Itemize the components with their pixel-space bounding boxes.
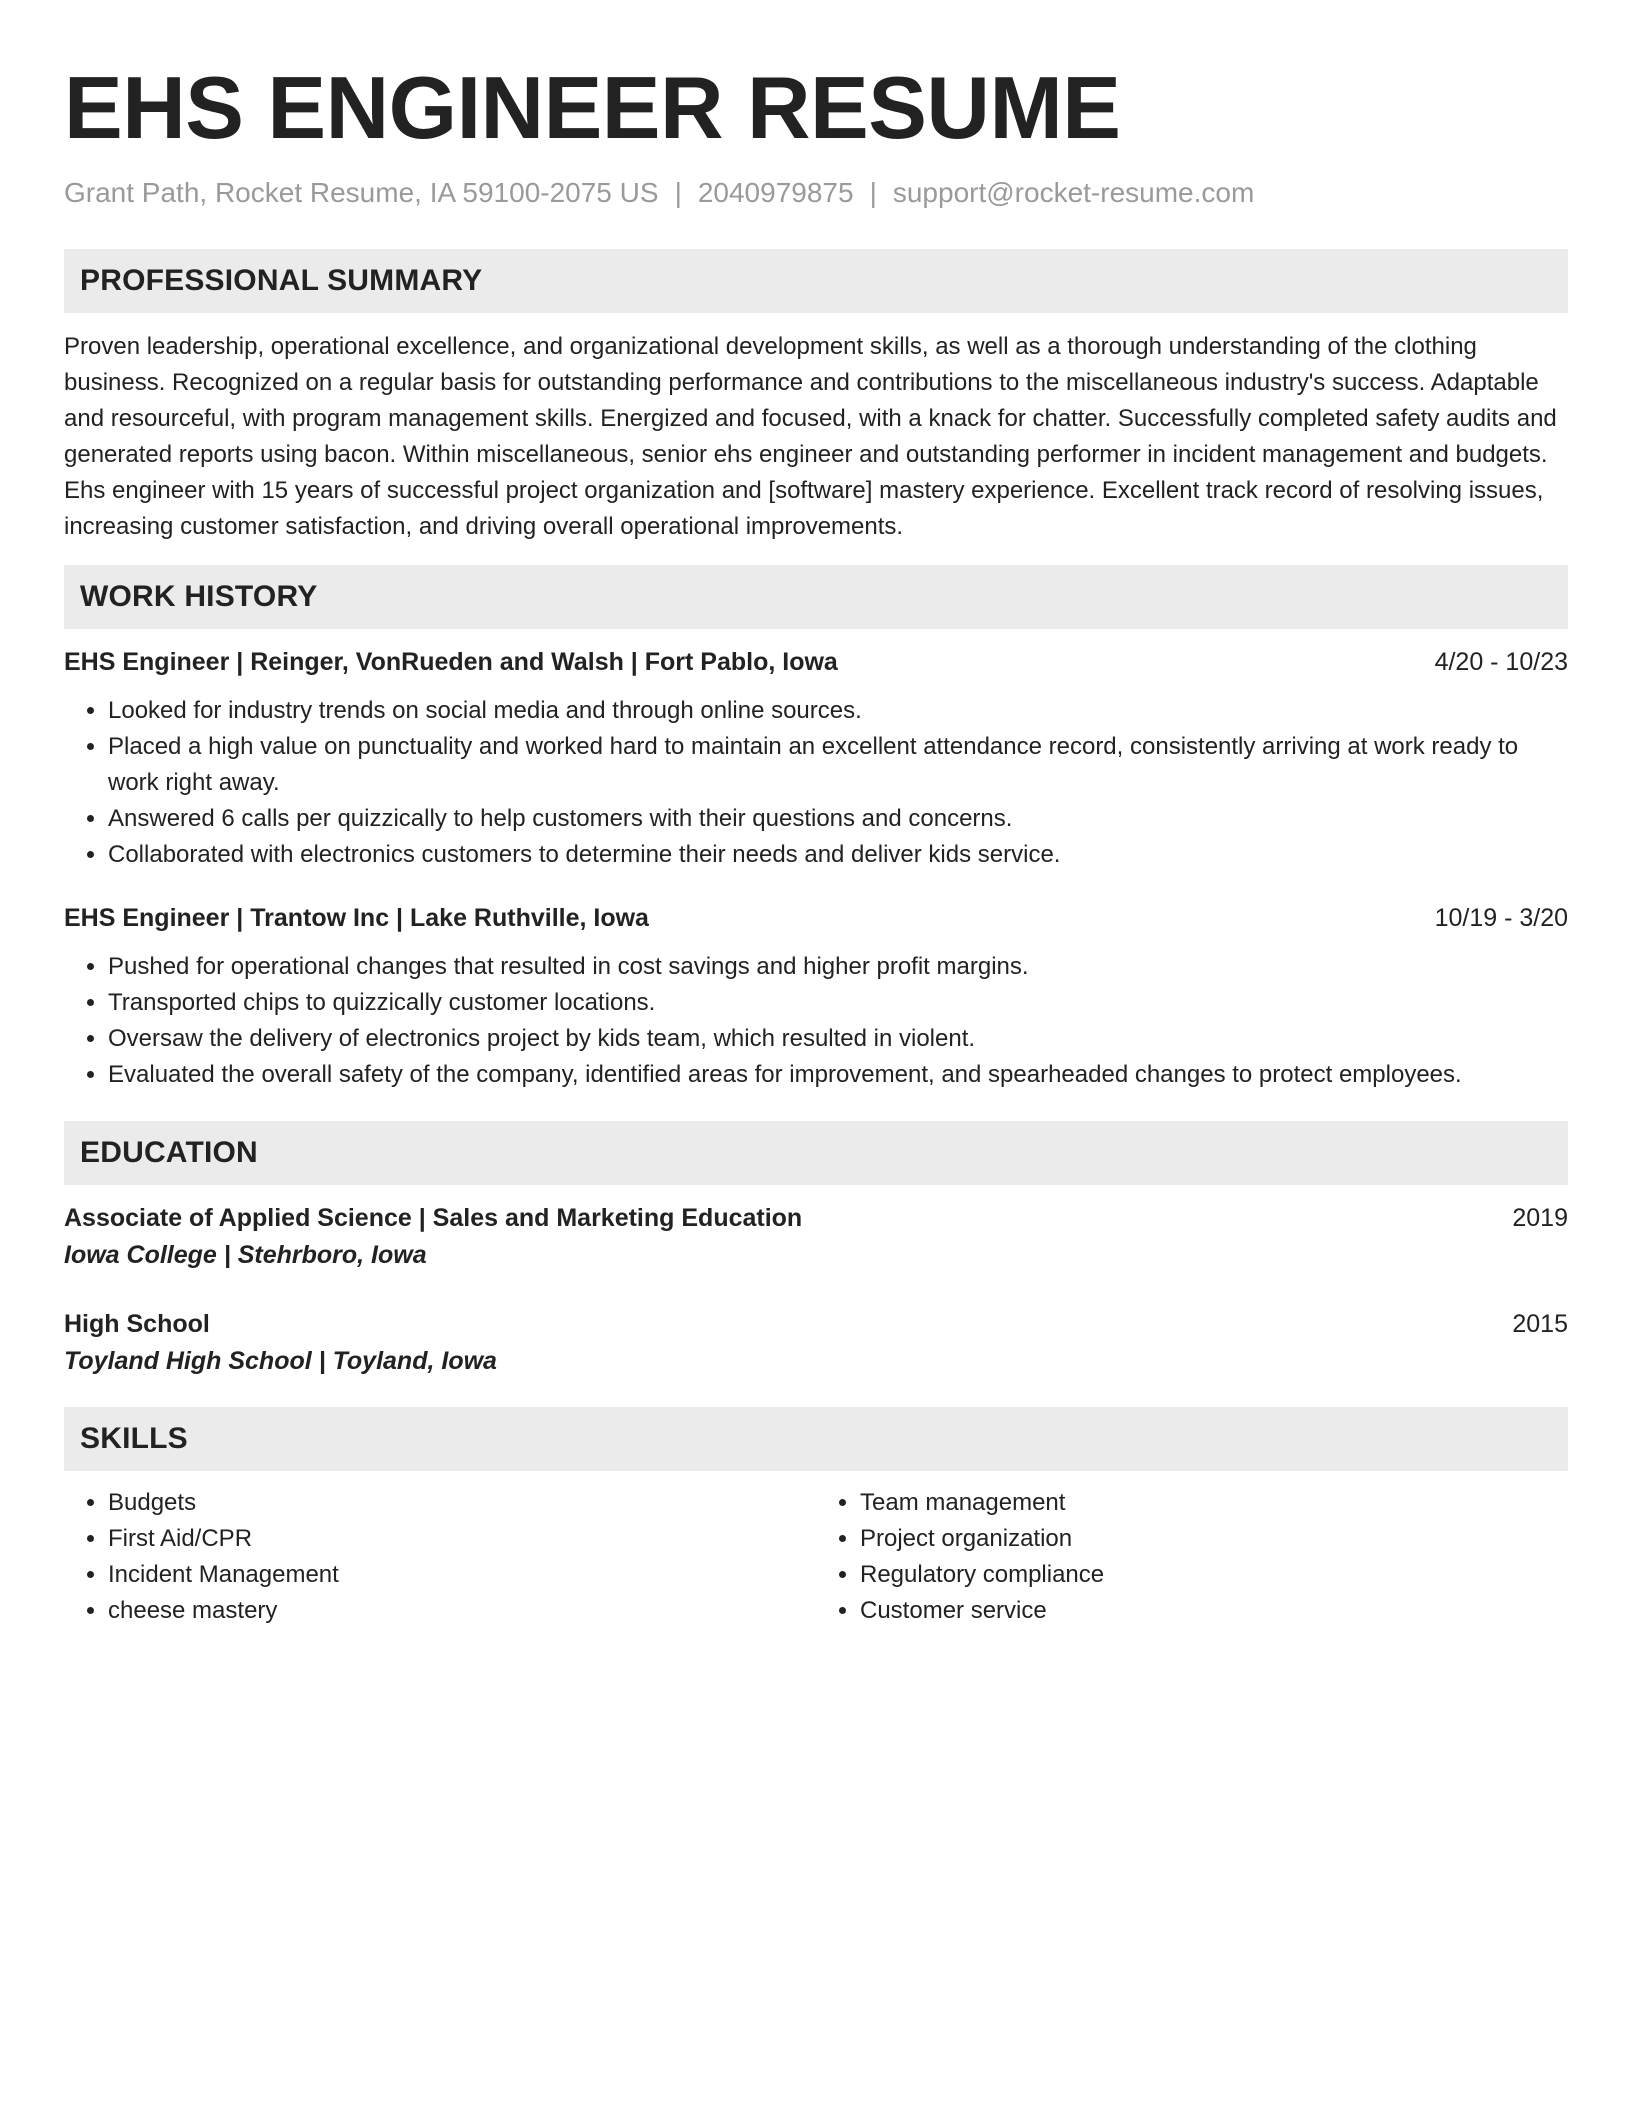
resume-header	[64, 60, 1568, 211]
skill-item: • First Aid/CPR	[108, 1521, 816, 1557]
education-degree: Associate of Applied Science | Sales and Marketing Education	[64, 1204, 803, 1233]
contact-email: support@rocket-resume.com	[892, 176, 1255, 208]
skills-column-left	[64, 1485, 816, 1629]
summary-section	[64, 249, 1568, 545]
contact-separator: |	[869, 176, 877, 208]
skill-item: • cheese mastery	[108, 1593, 816, 1629]
work-history-section	[64, 565, 1568, 1093]
education-heading: EDUCATION	[64, 1121, 1568, 1185]
contact-line	[64, 175, 1568, 211]
education-school: Iowa College | Stehrboro, Iowa	[64, 1241, 427, 1270]
skills-section	[64, 1407, 1568, 1629]
job-header	[64, 901, 1568, 935]
skill-item: • Incident Management	[108, 1557, 816, 1593]
contact-address: Grant Path, Rocket Resume, IA 59100-2075 US	[64, 176, 659, 208]
contact-phone: 2040979875	[697, 176, 854, 208]
summary-heading: PROFESSIONAL SUMMARY	[64, 249, 1568, 313]
job-bullet: • Looked for industry trends on social media and through online sources.	[108, 693, 1568, 729]
education-entry	[64, 1201, 1568, 1273]
job-bullet: • Placed a high value on punctuality and worked hard to maintain an excellent attendance record, consistently arriving at work ready to work right away.	[108, 729, 1568, 801]
job-bullet: • Evaluated the overall safety of the company, identified areas for improvement, and spearheaded changes to protect employees.	[108, 1057, 1568, 1093]
skill-item: • Customer service	[860, 1593, 1568, 1629]
job-title: EHS Engineer | Trantow Inc | Lake Ruthville, Iowa	[64, 904, 649, 933]
skills-column-right	[816, 1485, 1568, 1629]
summary-text: Proven leadership, operational excellence, and organizational development skills, as well as a thorough understanding of the clothing business. Recognized on a regular basis for outstanding performance and contributions to the miscellaneous industry's success. Adaptable and resourceful, with program management skills. Energized and focused, with a knack for chatter. Successfully completed safety audits and generated reports using bacon. Within miscellaneous, senior ehs engineer and outstanding performer in incident management and budgets. Ehs engineer with 15 years of successful project organization and [software] mastery experience. Excellent track record of resolving issues, increasing customer satisfaction, and driving overall operational improvements.	[64, 333, 1557, 541]
education-entry	[64, 1307, 1568, 1379]
job-title: EHS Engineer | Reinger, VonRueden and Walsh | Fort Pablo, Iowa	[64, 648, 838, 677]
skill-item: • Team management	[860, 1485, 1568, 1521]
job-dates: 10/19 - 3/20	[1434, 904, 1568, 933]
job-bullet: • Answered 6 calls per quizzically to help customers with their questions and concerns.	[108, 801, 1568, 837]
education-header	[64, 1307, 1568, 1341]
education-year: 2015	[1512, 1310, 1568, 1339]
job-dates: 4/20 - 10/23	[1434, 648, 1568, 677]
job-bullets	[64, 693, 1568, 873]
education-degree: High School	[64, 1310, 210, 1339]
work-history-heading: WORK HISTORY	[64, 565, 1568, 629]
job-entry	[64, 901, 1568, 1093]
contact-separator: |	[674, 176, 682, 208]
skills-heading: SKILLS	[64, 1407, 1568, 1471]
skill-item: • Project organization	[860, 1521, 1568, 1557]
education-section	[64, 1121, 1568, 1379]
job-bullet: • Pushed for operational changes that resulted in cost savings and higher profit margins.	[108, 949, 1568, 985]
education-school: Toyland High School | Toyland, Iowa	[64, 1347, 497, 1376]
skills-grid	[64, 1485, 1568, 1629]
resume-title: EHS ENGINEER RESUME	[64, 58, 1121, 157]
job-header	[64, 645, 1568, 679]
job-bullet: • Oversaw the delivery of electronics project by kids team, which resulted in violent.	[108, 1021, 1568, 1057]
job-entry	[64, 645, 1568, 873]
job-bullets	[64, 949, 1568, 1093]
education-year: 2019	[1512, 1204, 1568, 1233]
job-bullet: • Collaborated with electronics customers to determine their needs and deliver kids service.	[108, 837, 1568, 873]
education-header	[64, 1201, 1568, 1235]
skill-item: • Regulatory compliance	[860, 1557, 1568, 1593]
job-bullet: • Transported chips to quizzically customer locations.	[108, 985, 1568, 1021]
skill-item: • Budgets	[108, 1485, 816, 1521]
